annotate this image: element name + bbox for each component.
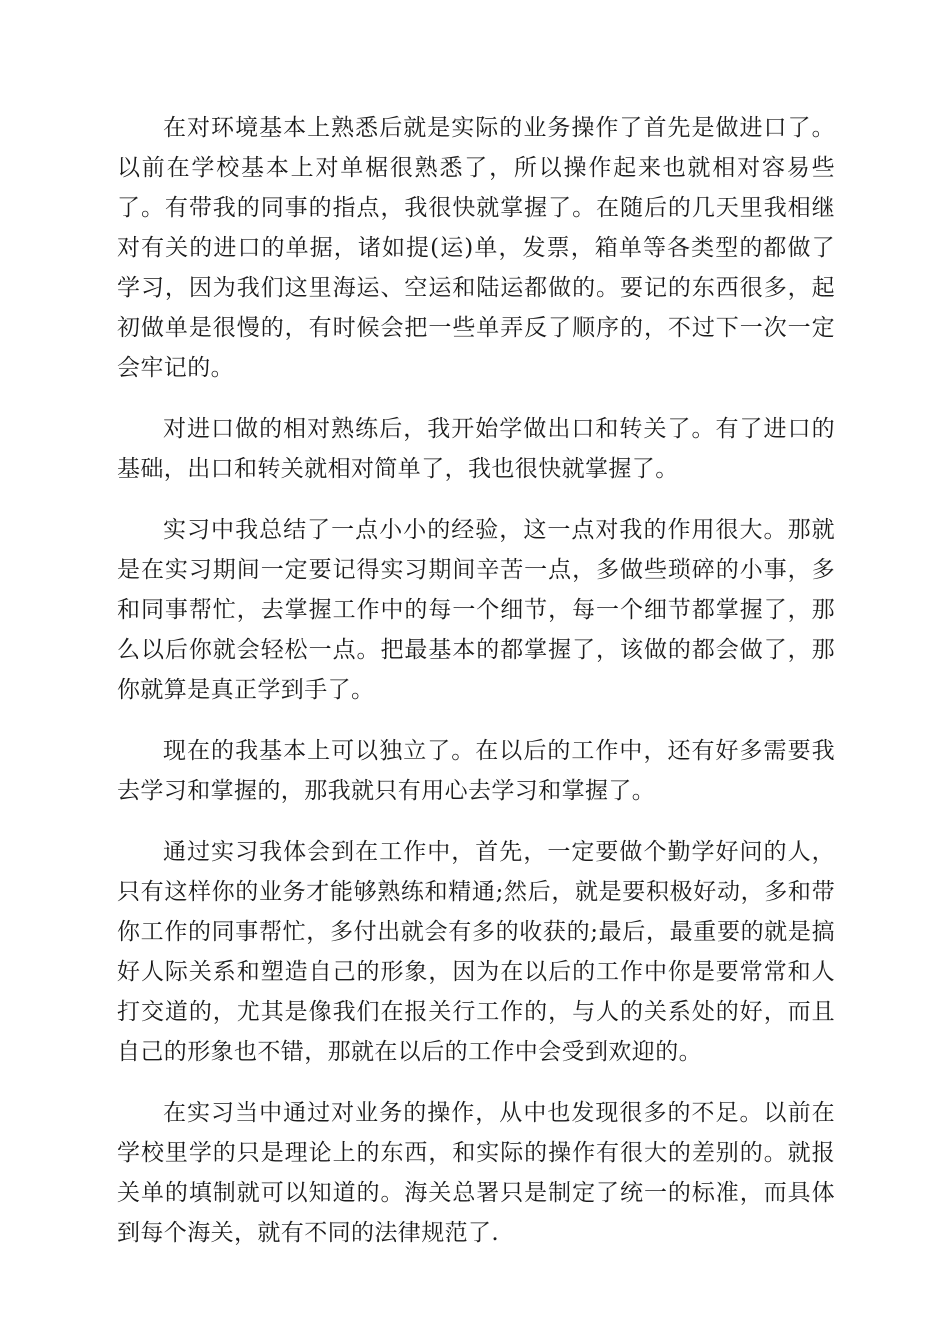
paragraph-3: 实习中我总结了一点小小的经验，这一点对我的作用很大。那就是在实习期间一定要记得实习期间辛苦一点，多做些琐碎的小事，多和同事帮忙，去掌握工作中的每一个细节，每一个细节都掌握了，那么以后你就会轻松一点。把最基本的都掌握了，该做的都会做了，那你就算是真正学到手了。 bbox=[117, 517, 835, 703]
paragraph-5: 通过实习我体会到在工作中，首先，一定要做个勤学好问的人，只有这样你的业务才能够熟练和精通;然后，就是要积极好动，多和带你工作的同事帮忙，多付出就会有多的收获的;最后，最重要的就是搞好人际关系和塑造自己的形象，因为在以后的工作中你是要常常和人打交道的，尤其是像我们在报关行工作的，与人的关系处的好，而且自己的形象也不错，那就在以后的工作中会受到欢迎的。 bbox=[117, 839, 835, 1065]
paragraph-2: 对进口做的相对熟练后，我开始学做出口和转关了。有了进口的基础，出口和转关就相对简单了，我也很快就掌握了。 bbox=[117, 416, 835, 482]
document-body bbox=[117, 108, 835, 1274]
paragraph-1: 在对环境基本上熟悉后就是实际的业务操作了首先是做进口了。以前在学校基本上对单椐很熟悉了，所以操作起来也就相对容易些了。有带我的同事的指点，我很快就掌握了。在随后的几天里我相继对有关的进口的单据，诸如提(运)单，发票，箱单等各类型的都做了学习，因为我们这里海运、空运和陆运都做的。要记的东西很多，起初做单是很慢的，有时候会把一些单弄反了顺序的，不过下一次一定会牢记的。 bbox=[117, 115, 835, 381]
paragraph-6: 在实习当中通过对业务的操作，从中也发现很多的不足。以前在学校里学的只是理论上的东西，和实际的操作有很大的差别的。就报关单的填制就可以知道的。海关总署只是制定了统一的标准，而具体到每个海关，就有不同的法律规范了. bbox=[117, 1100, 835, 1246]
paragraph-4: 现在的我基本上可以独立了。在以后的工作中，还有好多需要我去学习和掌握的，那我就只有用心去学习和掌握了。 bbox=[117, 738, 835, 804]
